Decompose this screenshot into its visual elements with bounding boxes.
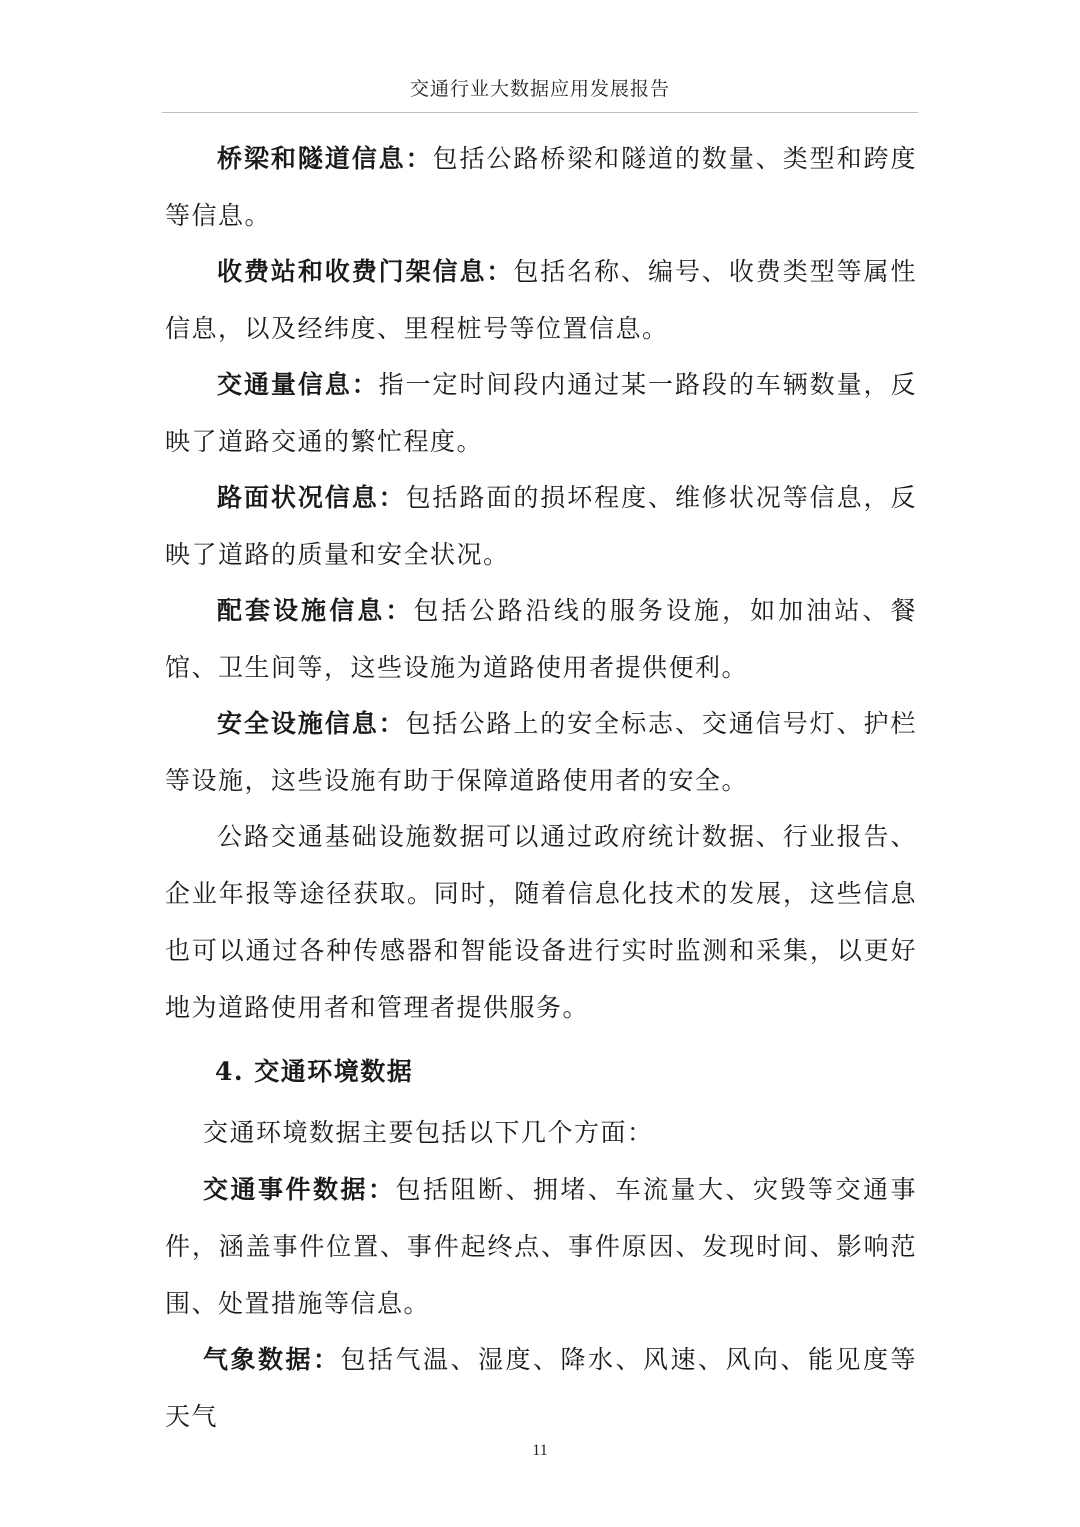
paragraph-text: 包括气温、湿度、降水、风速、风向、能见度等天气 [165, 1345, 917, 1431]
paragraph-traffic-events [165, 1161, 917, 1332]
paragraph-bridges-tunnels [165, 130, 917, 244]
paragraph-summary: 公路交通基础设施数据可以通过政府统计数据、行业报告、企业年报等途径获取。同时，随着信息化技术的发展，这些信息也可以通过各种传感器和智能设备进行实时监测和采集，以更好地为道路使用者和管理者提供服务。 [165, 822, 917, 1022]
term-label: 收费站和收费门架信息： [217, 257, 514, 286]
page-header-title: 交通行业大数据应用发展报告 [409, 78, 670, 100]
paragraph-text: 包括路面的损坏程度、维修状况等信息，反映了道路的质量和安全状况。 [165, 483, 917, 569]
paragraph-text: 指一定时间段内通过某一路段的车辆数量，反映了道路交通的繁忙程度。 [165, 370, 917, 456]
paragraph-text: 包括公路上的安全标志、交通信号灯、护栏等设施，这些设施有助于保障道路使用者的安全。 [165, 709, 917, 795]
paragraph-text: 包括公路沿线的服务设施，如加油站、餐馆、卫生间等，这些设施为道路使用者提供便利。 [165, 596, 917, 682]
term-label: 交通事件数据： [203, 1175, 396, 1204]
term-label: 交通量信息： [217, 370, 379, 399]
paragraph-road-surface [165, 469, 917, 583]
term-label: 路面状况信息： [217, 483, 406, 512]
term-label: 气象数据： [203, 1345, 341, 1374]
term-label: 安全设施信息： [217, 709, 406, 738]
paragraph-text: 包括公路桥梁和隧道的数量、类型和跨度等信息。 [165, 144, 917, 230]
paragraph-text: 包括阻断、拥堵、车流量大、灾毁等交通事件，涵盖事件位置、事件起终点、事件原因、发现时间、影响范围、处置措施等信息。 [165, 1175, 917, 1318]
paragraph-text: 包括名称、编号、收费类型等属性信息，以及经纬度、里程桩号等位置信息。 [165, 257, 917, 343]
paragraph-traffic-volume [165, 356, 917, 470]
paragraph-weather-data [165, 1331, 917, 1445]
term-label: 配套设施信息： [217, 596, 414, 625]
term-label: 桥梁和隧道信息： [217, 144, 433, 173]
section-intro: 交通环境数据主要包括以下几个方面： [203, 1118, 654, 1147]
header-divider [162, 112, 918, 113]
paragraph-safety-facilities [165, 695, 917, 809]
paragraph-supporting-facilities [165, 582, 917, 696]
page-number: 11 [532, 1442, 548, 1459]
paragraph-toll-stations [165, 243, 917, 357]
section-heading: 4. 交通环境数据 [215, 1057, 414, 1086]
